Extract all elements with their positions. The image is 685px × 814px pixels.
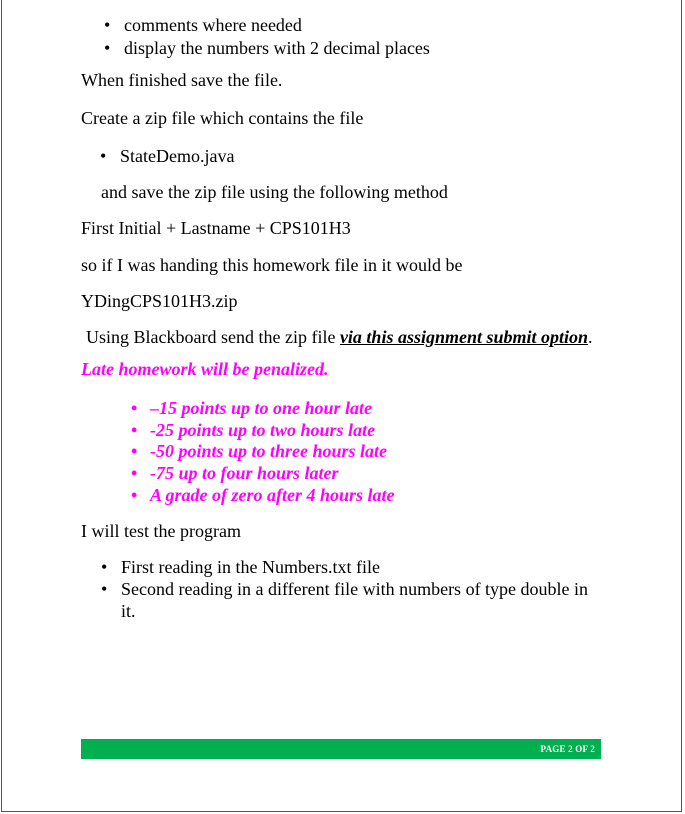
blackboard-prefix: Using Blackboard send the zip file bbox=[86, 327, 340, 347]
bullet-dot: • bbox=[101, 579, 108, 599]
save-method: and save the zip file using the following method bbox=[101, 182, 448, 202]
bullet-dot: • bbox=[101, 557, 108, 577]
test-item: First reading in the Numbers.txt file bbox=[121, 557, 380, 577]
assignment-submit-link[interactable]: via this assignment submit option bbox=[339, 327, 588, 347]
bullet-dot: • bbox=[131, 420, 138, 440]
bullet-dot: • bbox=[100, 146, 107, 166]
penalty-item: A grade of zero after 4 hours late bbox=[150, 485, 395, 505]
penalty-item: -25 points up to two hours late bbox=[150, 420, 376, 440]
example-filename: YDingCPS101H3.zip bbox=[81, 291, 238, 311]
blackboard-instruction bbox=[86, 326, 593, 348]
page-number: PAGE 2 OF 2 bbox=[540, 744, 595, 754]
test-item-continuation: it. bbox=[121, 601, 136, 621]
late-warning: Late homework will be penalized. bbox=[81, 359, 329, 379]
zip-intro: Create a zip file which contains the file bbox=[81, 108, 364, 128]
footer-bar bbox=[81, 739, 601, 759]
bullet-decimal-places: display the numbers with 2 decimal places bbox=[124, 38, 430, 58]
bullet-dot: • bbox=[131, 398, 138, 418]
bullet-dot: • bbox=[131, 441, 138, 461]
zip-file-item: StateDemo.java bbox=[120, 146, 235, 166]
penalty-item: -75 up to four hours later bbox=[150, 463, 339, 483]
blackboard-suffix: . bbox=[588, 327, 593, 347]
test-item: Second reading in a different file with numbers of type double in bbox=[121, 579, 589, 599]
finished-text: When finished save the file. bbox=[81, 70, 283, 90]
bullet-dot: • bbox=[104, 15, 111, 35]
bullet-dot: • bbox=[131, 485, 138, 505]
bullet-comments: comments where needed bbox=[124, 15, 302, 35]
naming-rule: First Initial + Lastname + CPS101H3 bbox=[81, 218, 351, 238]
example-intro: so if I was handing this homework file in it would be bbox=[81, 255, 463, 275]
bullet-dot: • bbox=[104, 38, 111, 58]
penalty-item: –15 points up to one hour late bbox=[150, 398, 373, 418]
bullet-dot: • bbox=[131, 463, 138, 483]
test-intro: I will test the program bbox=[81, 521, 241, 541]
penalty-item: -50 points up to three hours late bbox=[150, 441, 388, 461]
